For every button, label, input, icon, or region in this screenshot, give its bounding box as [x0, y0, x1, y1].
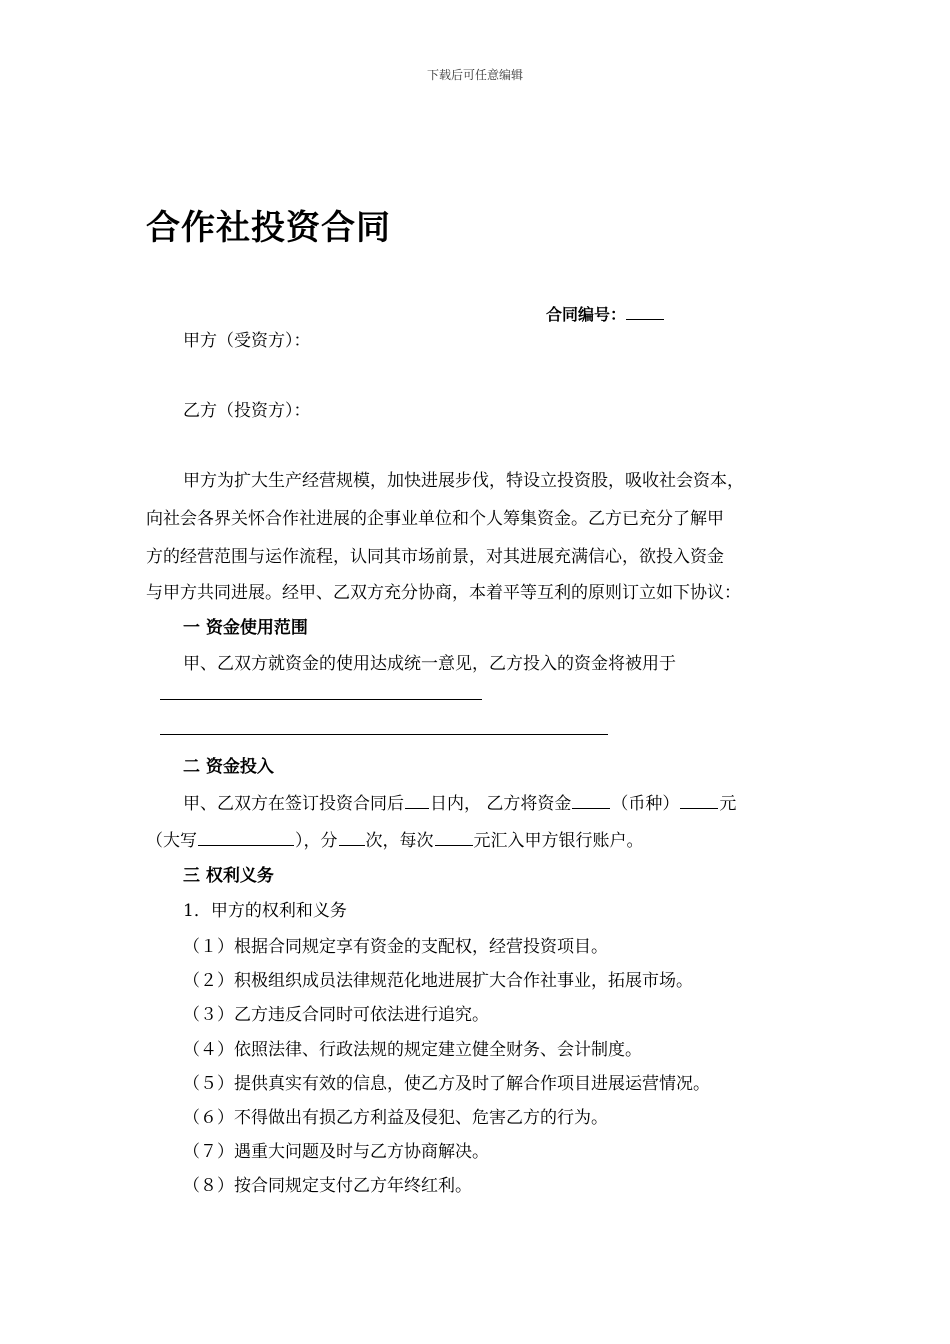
contract-number-blank [626, 305, 664, 320]
fund-usage-text: 甲、乙双方就资金的使用达成统一意见，乙方投入的资金将被用于 [183, 654, 676, 674]
rights-item: （６）不得做出有损乙方利益及侵犯、危害乙方的行为。 [183, 1108, 608, 1128]
contract-number-label: 合同编号： [546, 305, 627, 324]
section-heading-fund-usage: 一 资金使用范围 [183, 618, 308, 638]
section-heading-fund-investment: 二 资金投入 [183, 757, 274, 777]
fund-investment-line [146, 826, 644, 851]
fund-investment-text: 日内， 乙方将资金 [430, 794, 572, 814]
installments-label: ），分 [295, 831, 338, 851]
rights-item: （４）依照法律、行政法规的规定建立健全财务、会计制度。 [183, 1040, 642, 1060]
rights-item: （２）积极组织成员法律规范化地进展扩大合作社事业，拓展市场。 [183, 971, 693, 991]
party-a-label: 甲方（受资方）： [183, 331, 311, 351]
rights-item: （１）根据合同规定享有资金的支配权，经营投资项目。 [183, 937, 608, 957]
fund-investment-text: 甲、乙双方在签订投资合同后 [183, 794, 404, 814]
rights-item: （８）按合同规定支付乙方年终红利。 [183, 1176, 472, 1196]
fund-usage-blank-line [160, 734, 608, 735]
yuan-label: 元 [719, 794, 737, 814]
installments-blank [339, 831, 365, 846]
party-b-label: 乙方（投资方）： [183, 401, 311, 421]
uppercase-amount-blank [198, 831, 294, 846]
document-title: 合作社投资合同 [146, 208, 391, 248]
sub-heading-party-a-rights: 1．甲方的权利和义务 [183, 901, 347, 921]
intro-line: 甲方为扩大生产经营规模，加快进展步伐，特设立投资股，吸收社会资本， [183, 471, 744, 491]
intro-line: 与甲方共同进展。经甲、乙双方充分协商，本着平等互利的原则订立如下协议： [146, 583, 741, 603]
rights-item: （３）乙方违反合同时可依法进行追究。 [183, 1005, 489, 1025]
section-heading-rights-obligations: 三 权利义务 [183, 866, 274, 886]
amount-blank [572, 794, 610, 809]
intro-line: 方的经营范围与运作流程，认同其市场前景，对其进展充满信心，欲投入资金 [146, 547, 724, 567]
rights-item: （７）遇重大问题及时与乙方协商解决。 [183, 1142, 489, 1162]
currency-blank [680, 794, 718, 809]
fund-investment-line [183, 789, 736, 814]
fund-usage-blank-line [160, 699, 482, 700]
remit-text: 元汇入甲方银行账户。 [473, 831, 644, 851]
contract-number-field [546, 302, 664, 325]
rights-item: （５）提供真实有效的信息，使乙方及时了解合作项目进展运营情况。 [183, 1074, 710, 1094]
per-installment-label: 次，每次 [365, 831, 434, 851]
currency-label: （币种） [611, 794, 680, 814]
uppercase-label: （大写 [146, 831, 197, 851]
header-note: 下载后可任意编辑 [426, 68, 523, 82]
per-installment-blank [435, 831, 473, 846]
intro-line: 向社会各界关怀合作社进展的企事业单位和个人筹集资金。乙方已充分了解甲 [146, 509, 724, 529]
days-blank [405, 794, 429, 809]
